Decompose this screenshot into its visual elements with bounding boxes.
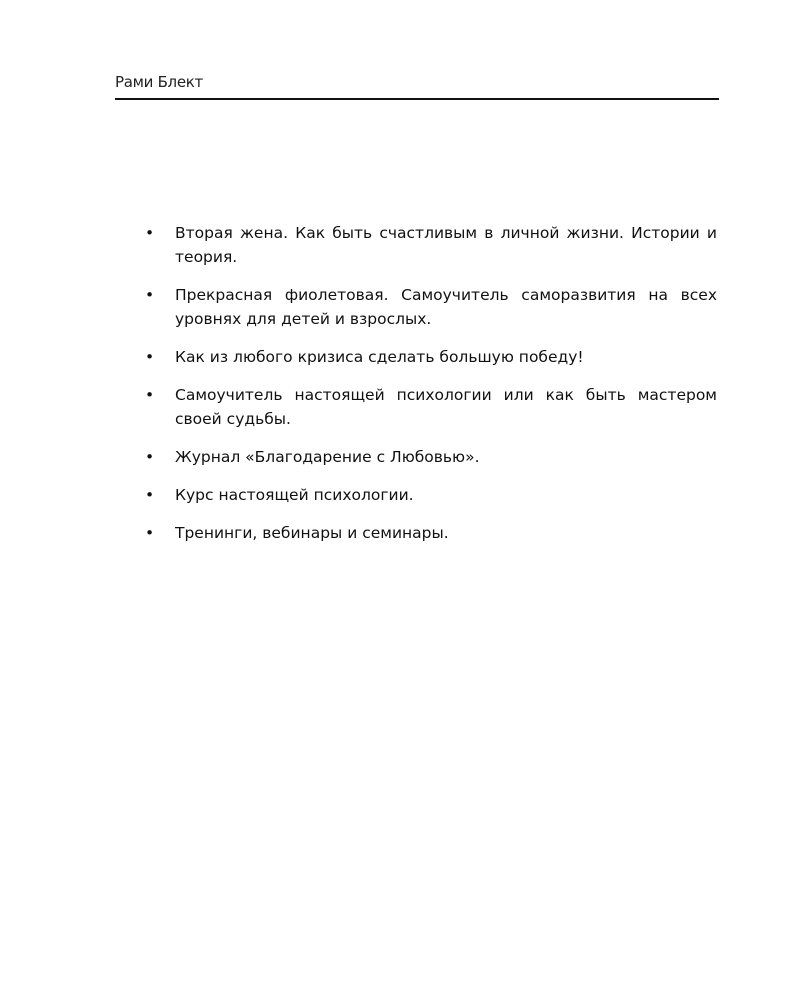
- book-title: Прекрасная фиолетовая. Самоучитель саморазвития на всех уровнях для детей и взрослых.: [175, 286, 717, 328]
- bullet-icon: •: [145, 524, 155, 542]
- list-item: [145, 283, 717, 331]
- bullet-icon: •: [145, 448, 155, 466]
- list-item: [145, 221, 717, 269]
- bullet-icon: •: [145, 224, 155, 242]
- list-item: [145, 383, 717, 431]
- book-title: Как из любого кризиса сделать большую победу!: [175, 348, 584, 366]
- list-item: [145, 521, 717, 545]
- bullet-icon: •: [145, 486, 155, 504]
- bullet-icon: •: [145, 286, 155, 304]
- author-name: Рами Блект: [115, 73, 203, 91]
- running-header: [115, 72, 719, 100]
- bullet-icon: •: [145, 386, 155, 404]
- book-title: Журнал «Благодарение с Любовью».: [175, 448, 480, 466]
- book-title: Вторая жена. Как быть счастливым в личной жизни. Истории и теория.: [175, 224, 717, 266]
- list-item: [145, 483, 717, 507]
- list-item: [145, 345, 717, 369]
- book-list: [145, 221, 717, 559]
- bullet-icon: •: [145, 348, 155, 366]
- book-title: Тренинги, вебинары и семинары.: [175, 524, 449, 542]
- list-item: [145, 445, 717, 469]
- book-title: Курс настоящей психологии.: [175, 486, 414, 504]
- book-title: Самоучитель настоящей психологии или как быть мастером своей судьбы.: [175, 386, 717, 428]
